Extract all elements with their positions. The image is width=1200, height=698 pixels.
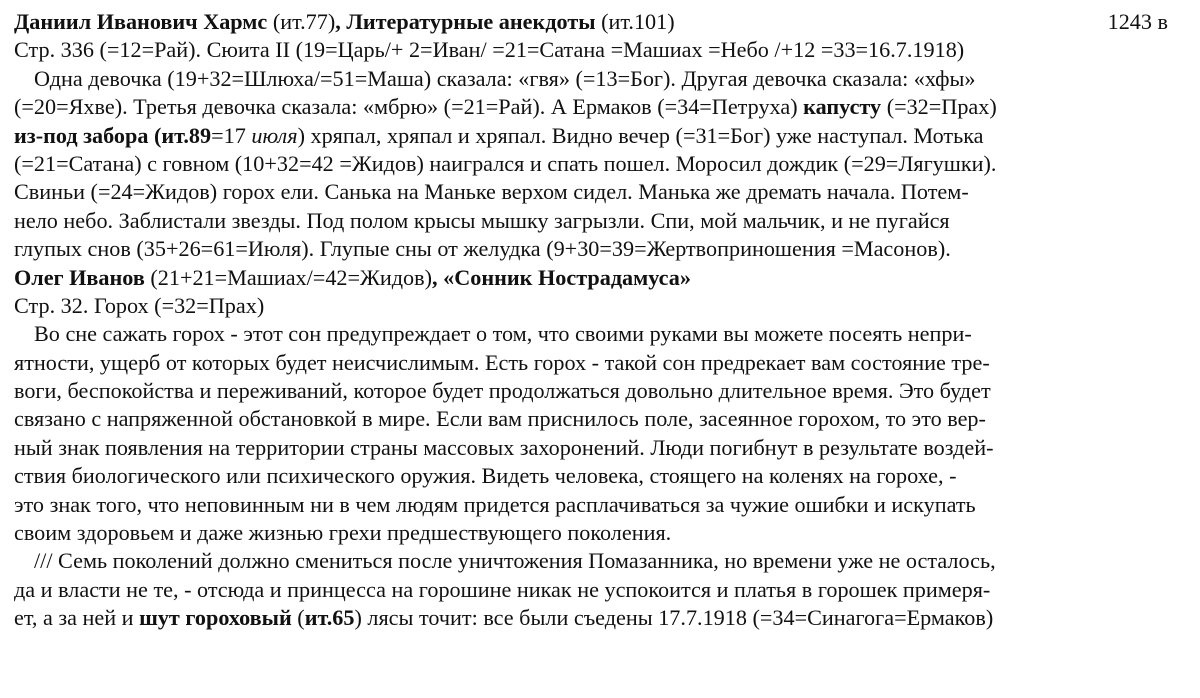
paragraph-line: Свиньи (=24=Жидов) горох ели. Санька на Маньке верхом сидел. Манька же дремать начала. Потем- [14, 179, 969, 205]
paragraph-line: это знак того, что неповинным ни в чем людям придется расплачиваться за чужие ошибки и искупать [14, 491, 976, 517]
paragraph-line: из-под забора (ит.89=17 июля) хряпал, хряпал и хряпал. Видно вечер (=31=Бог) уже наступал. Мотька [14, 122, 984, 148]
author-name-2: Олег Иванов [14, 264, 145, 290]
bold-ref: ит.65 [304, 605, 355, 631]
paragraph-line: связано с напряженной обстановкой в мире. Если вам приснилось поле, засеянное горохом, то это вер- [14, 406, 986, 432]
paragraph-line: ет, а за ней и шут гороховый (ит.65) лясы точит: все были съедены 17.7.1918 (=34=Синагога=Ермаков) [14, 605, 994, 631]
paragraph-line: глупых снов (35+26=61=Июля). Глупые сны от желудка (9+30=39=Жертвоприношения =Масонов). [14, 236, 951, 262]
paragraph-line: (=21=Сатана) с говном (10+32=42 =Жидов) наигрался и спать пошел. Моросил дождик (=29=Лягушки). [14, 150, 997, 176]
header-line [14, 8, 1186, 36]
work-title-2: , «Сонник Нострадамуса» [432, 264, 691, 290]
bold-phrase: шут гороховый [139, 605, 292, 631]
paragraph-line: нело небо. Заблистали звезды. Под полом крысы мышку загрызли. Спи, мой мальчик, и не пугайся [14, 207, 950, 233]
author-number: (ит.77) [272, 9, 336, 34]
paragraph-line: /// Семь поколений должно смениться после уничтожения Помазанника, но времени уже не осталось, [34, 548, 996, 574]
reference-line: Стр. 336 (=12=Рай). Сюита II (19=Царь/+ 2=Иван/ =21=Сатана =Машиах =Небо /+12 =33=16.7.1918) [14, 37, 965, 63]
bold-phrase: из-под забора [14, 122, 149, 148]
paragraph-line: Во сне сажать горох - этот сон предупреждает о том, что своими руками вы можете посеять непри- [34, 321, 972, 347]
work-title: , Литературные анекдоты [335, 9, 596, 34]
header-line-2 [14, 264, 1186, 292]
work-number: (ит.101) [601, 9, 675, 34]
paragraph-line: ятности, ущерб от которых будет неисчислимым. Есть горох - такой сон предрекает вам состояние тре- [14, 349, 990, 375]
author-name: Даниил Иванович Хармс [14, 9, 268, 34]
paragraph-line: ный знак появления на территории страны массовых захоронений. Люди погибнут в результате воздей- [14, 434, 994, 460]
page-number: 1243 в [1107, 9, 1168, 34]
author-number-2: (21+21=Машиах/=42=Жидов) [144, 264, 433, 290]
bold-ref: ит.89 [161, 122, 212, 148]
bold-word: капусту [803, 94, 882, 120]
paragraph-line: (=20=Яхве). Третья девочка сказала: «мбрю» (=21=Рай). А Ермаков (=34=Петруха) капусту (=32=Прах) [14, 94, 997, 120]
paragraph-line: своим здоровьем и даже жизнью грехи предшествующего поколения. [14, 520, 672, 546]
reference-line-2: Стр. 32. Горох (=32=Прах) [14, 292, 265, 318]
paragraph-line: да и власти не те, - отсюда и принцесса на горошине никак не успокоится и платья в горошек примеря- [14, 576, 991, 602]
paragraph-line: Одна девочка (19+32=Шлюха/=51=Маша) сказала: «гвя» (=13=Бог). Другая девочка сказала: «хфы» [34, 65, 976, 91]
paragraph-line: воги, беспокойства и переживаний, которое будет продолжаться довольно длительное время. Это будет [14, 378, 991, 404]
italic-word: июля [251, 122, 298, 148]
paragraph-line: ствия биологического или психического оружия. Видеть человека, стоящего на коленях на горохе, - [14, 463, 957, 489]
